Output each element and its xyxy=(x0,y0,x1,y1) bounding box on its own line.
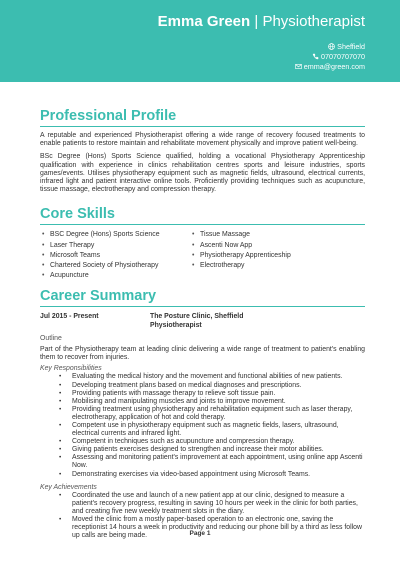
list-item: • Developing treatment plans based on medical diagnoses and prescriptions. xyxy=(72,382,365,390)
outline-text: Part of the Physiotherapy team at leading clinic delivering a wide range of treatment to patient's enabling them to recover from injuries. xyxy=(40,346,365,362)
phone-text: 07070707070 xyxy=(321,52,365,61)
list-item: • Assessing and monitoring patient's improvement at each appointment, using online app Ascenti Now. xyxy=(72,454,365,470)
skill-item: • Tissue Massage xyxy=(190,230,340,240)
skill-item: • Electrotherapy xyxy=(190,261,340,271)
list-item: • Moved the clinic from a mostly paper-based operation to an electronic one, saving the receptionist 14 hours a week in productivity and reducing our phone bill by a third as less follow up calls are being made. xyxy=(72,516,365,540)
phone-icon xyxy=(312,53,319,60)
list-item: • Demonstrating exercises via video-based appointment using Microsoft Teams. xyxy=(72,471,365,479)
skill-item: • BSC Degree (Hons) Sports Science xyxy=(40,230,190,240)
outline-label: Outline xyxy=(40,335,62,343)
career-heading: Career Summary xyxy=(40,288,365,307)
list-item: • Mobilising and manipulating muscles and joints to improve movement. xyxy=(72,398,365,406)
list-item: • Evaluating the medical history and the movement and functional abilities of new patients. xyxy=(72,373,365,381)
list-item: • Providing treatment using physiotherapy and rehabilitation equipment such as laser therapy, electrotherapy, application of hot and cold therapy. xyxy=(72,406,365,422)
job-header xyxy=(40,313,365,330)
page-number: Page 1 xyxy=(189,530,211,537)
name-separator: | xyxy=(254,13,259,30)
email-link[interactable]: emma@green.com xyxy=(303,62,365,71)
list-item: • Giving patients exercises designed to strengthen and increase their motor abilities. xyxy=(72,446,365,454)
skills-heading: Core Skills xyxy=(40,206,365,225)
skill-item: • Chartered Society of Physiotherapy xyxy=(40,261,190,271)
location-text: Sheffield xyxy=(337,42,365,51)
job-details xyxy=(150,313,243,330)
profile-heading: Professional Profile xyxy=(40,108,365,127)
contact-location xyxy=(328,42,365,51)
responsibilities-list xyxy=(40,373,365,478)
job-position: Physiotherapist xyxy=(150,321,202,329)
job-date: Jul 2015 - Present xyxy=(40,313,99,321)
skill-item: • Physiotherapy Apprenticeship xyxy=(190,251,340,261)
skills-column-right xyxy=(190,230,340,281)
envelope-icon xyxy=(295,63,302,70)
skill-item: • Acupuncture xyxy=(40,271,190,281)
list-item: • Competent in techniques such as acupuncture and compression therapy. xyxy=(72,438,365,446)
contact-email[interactable] xyxy=(295,62,365,71)
list-item: • Coordinated the use and launch of a new patient app at our clinic, designed to measure a patient's recovery progress, resulting in saving 10 hours per week in the clinic for both parties, and creating five new weekly treatment slots in the diary. xyxy=(72,492,365,516)
header-banner xyxy=(0,0,400,82)
list-item: • Competent use in physiotherapy equipment such as magnetic fields, lasers, ultrasound, electrical currents and infrared light. xyxy=(72,422,365,438)
skill-item: • Ascenti Now App xyxy=(190,241,340,251)
job-employer: The Posture Clinic, Sheffield xyxy=(150,313,244,321)
responsibilities-label: Key Responsibilities xyxy=(40,365,102,373)
achievements-label: Key Achievements xyxy=(40,483,97,491)
skills-column-left xyxy=(40,230,190,281)
contact-phone xyxy=(312,52,365,61)
skill-item: • Microsoft Teams xyxy=(40,251,190,261)
skills-list xyxy=(40,230,365,281)
list-item: • Providing patients with massage therapy to relieve soft tissue pain. xyxy=(72,390,365,398)
profile-paragraph-2: BSc Degree (Hons) Sports Science qualified, holding a vocational Physiotherapy Apprenticeship qualification with experience in clinics rehabilitation centres sports and leisure industries, sports games/events. Utilises physiotherapy equipment such as magnetic fields, ultrasound, electrical currents, infrared light and patient interactive online tools. Proficiently providing techniques such as acupuncture, tissue massage, electrotherapy and compression therapy. xyxy=(40,153,365,194)
skill-item: • Laser Therapy xyxy=(40,241,190,251)
profile-paragraph-1: A reputable and experienced Physiotherapist offering a wide range of recovery focused treatments to enable patients to restore maintain and rehabilitate movement physically and improve patient well-being. xyxy=(40,132,365,148)
resume-body xyxy=(40,108,365,540)
globe-icon xyxy=(328,43,335,50)
name-title xyxy=(158,13,365,30)
candidate-role: Physiotherapist xyxy=(262,13,365,30)
candidate-name: Emma Green xyxy=(157,13,251,30)
